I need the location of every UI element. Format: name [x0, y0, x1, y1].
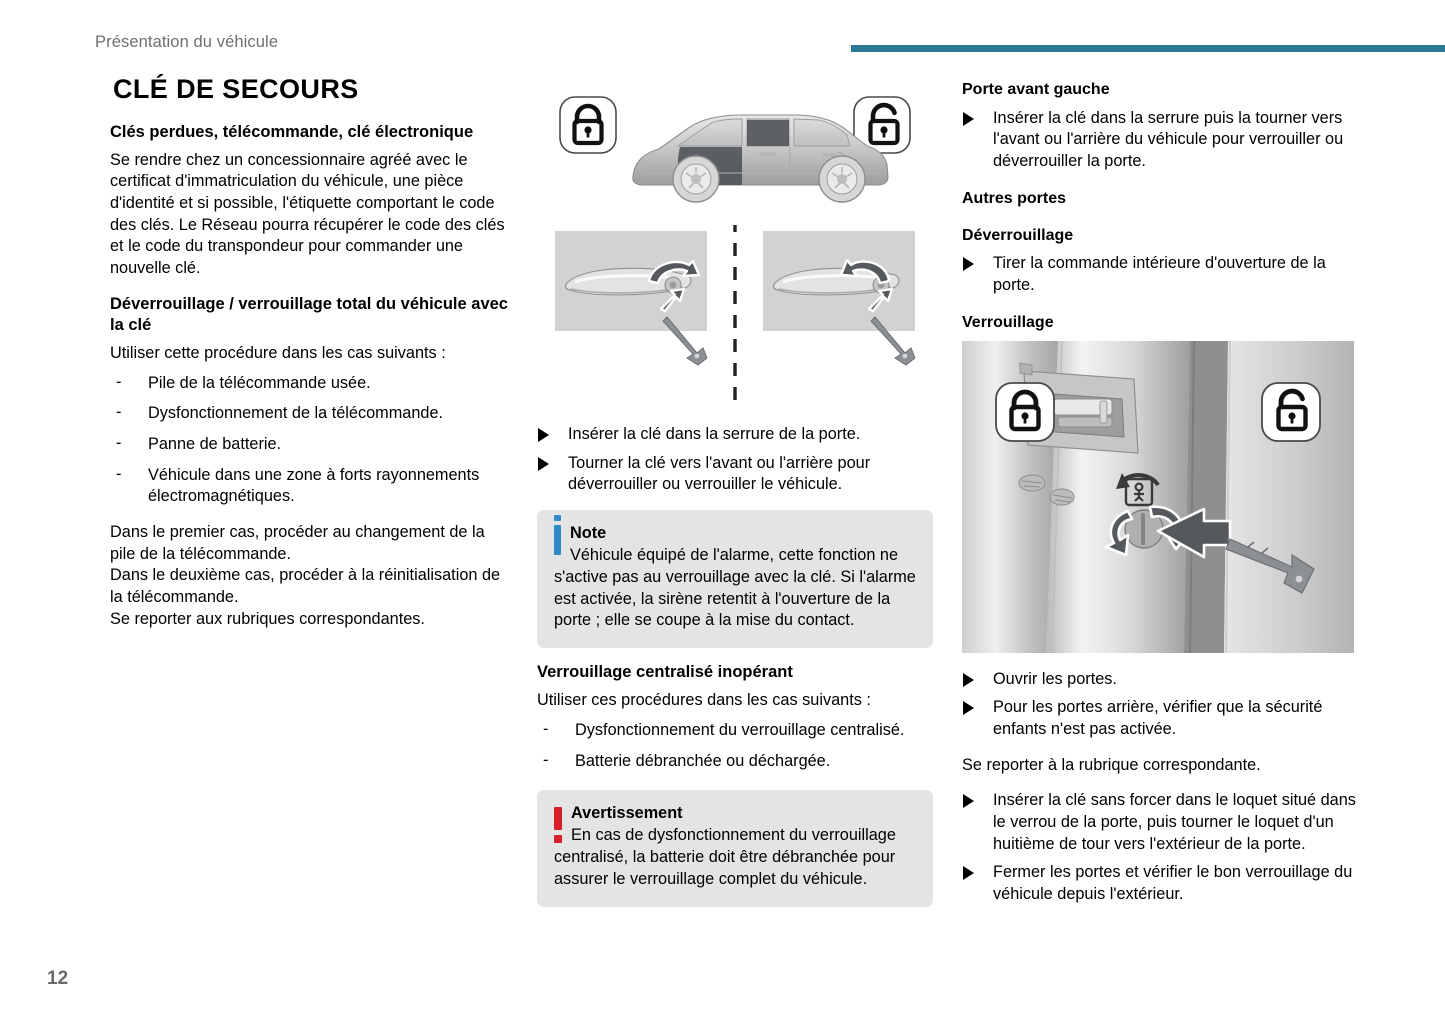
list-item-label: Pour les portes arrière, vérifier que la sécurité enfants n'est pas activée.: [993, 698, 1323, 738]
heading-other-doors: Autres portes: [962, 189, 1067, 207]
list-item-label: Pile de la télécommande usée.: [148, 373, 371, 392]
vehicle-side-illustration: [633, 115, 888, 202]
list-item-label: Fermer les portes et vérifier le bon verrouillage du véhicule depuis l'extérieur.: [993, 863, 1353, 903]
list-item-label: Tourner la clé vers l'avant ou l'arrière pour déverrouiller ou verrouiller le véhicule.: [568, 453, 871, 494]
list-item: [962, 697, 1356, 740]
section-heading-central-locking-fault: Verrouillage centralisé inopérant: [537, 663, 793, 682]
list-item: [537, 720, 933, 742]
triangle-bullet-icon: [963, 257, 974, 271]
outro-paragraph-2: Dans le deuxième cas, procéder à la réinitialisation de la télécommande.: [110, 566, 501, 607]
note-body: Véhicule équipé de l'alarme, cette fonction ne s'active pas au verrouillage avec la clé. Si l'alarme est activée, la sirène retentit à l'ouverture de la porte ; elle se coupe à la mise du contact.: [554, 545, 916, 630]
list-item: [110, 403, 510, 425]
list-item-label: Ouvrir les portes.: [993, 669, 1117, 688]
list-item: [537, 453, 933, 496]
list-item-label: Insérer la clé dans la serrure puis la tourner vers l'avant ou l'arrière du véhicule pour verrouiller ou déverrouiller la porte.: [993, 108, 1344, 171]
dash-bullet: -: [116, 434, 122, 453]
list-item: [962, 253, 1356, 296]
header-accent-rule: [851, 45, 1445, 52]
list-item: [537, 424, 933, 446]
warning-body: En cas de dysfonctionnement du verrouillage centralisé, la batterie doit être débranchée pour assurer le verrouillage complet du véhicule.: [554, 826, 896, 888]
section-intro-central-locking-fault: Utiliser ces procédures dans les cas suivants :: [537, 691, 871, 710]
heading-locking: Verrouillage: [962, 313, 1054, 331]
heading-unlocking: Déverrouillage: [962, 226, 1074, 244]
warning-exclamation-icon: [554, 807, 562, 830]
outro-paragraph-3: Se reporter aux rubriques correspondantes.: [110, 609, 425, 628]
page-header: [0, 0, 1445, 60]
list-final-steps: [962, 790, 1356, 905]
handle-panel-right: [763, 231, 915, 365]
dash-bullet: -: [116, 464, 122, 483]
triangle-bullet-icon: [963, 866, 974, 880]
warning-text: [554, 803, 916, 890]
info-icon: [554, 525, 561, 555]
outro-paragraph-1: Dans le premier cas, procéder au changement de la pile de la télécommande.: [110, 523, 485, 563]
padlock-open-icon: [1262, 383, 1320, 441]
dash-bullet: -: [543, 750, 549, 769]
triangle-bullet-icon: [538, 457, 549, 471]
note-title: Note: [570, 524, 607, 543]
handle-panel-left: [555, 231, 707, 365]
dash-bullet: -: [543, 719, 549, 738]
list-item: [962, 862, 1356, 905]
list-unlocking-step: [962, 253, 1356, 296]
list-item-label: Tirer la commande intérieure d'ouverture de la porte.: [993, 254, 1326, 295]
list-open-doors-steps: [962, 669, 1356, 741]
warning-callout: [537, 790, 933, 906]
list-locking-cases: [110, 373, 510, 508]
page-title: [113, 75, 510, 105]
figure-door-latch: [962, 341, 1356, 653]
section-heading-lost-keys: Clés perdues, télécommande, clé électronique: [110, 122, 474, 141]
page-number: 12: [47, 968, 69, 989]
list-item: [110, 434, 510, 456]
list-item: [962, 108, 1356, 173]
column-middle: [537, 75, 933, 921]
list-item-label: Dysfonctionnement de la télécommande.: [148, 404, 444, 423]
column-right: [962, 80, 1356, 920]
section-intro-total-locking: Utiliser cette procédure dans les cas suivants :: [110, 344, 446, 363]
list-item-label: Véhicule dans une zone à forts rayonnements électromagnétiques.: [148, 465, 480, 506]
running-header-title: Présentation du véhicule: [95, 33, 279, 51]
page-title-text: CLÉ DE SECOURS: [113, 74, 359, 104]
figure-vehicle-lock-unlock: [537, 89, 933, 219]
triangle-bullet-icon: [963, 794, 974, 808]
section-heading-total-locking: Déverrouillage / verrouillage total du véhicule avec la clé: [110, 294, 508, 334]
list-item: [962, 669, 1356, 691]
list-item: [110, 373, 510, 395]
list-item-label: Insérer la clé sans forcer dans le loquet situé dans le verrou de la porte, puis tourner le loquet d'un huitième de tour vers l'extérieur de la porte.: [993, 791, 1356, 853]
padlock-closed-icon: [560, 97, 616, 153]
list-front-door-step: [962, 108, 1356, 173]
list-central-locking-cases: [537, 720, 933, 772]
list-item: [537, 751, 933, 773]
section-body-lost-keys: Se rendre chez un concessionnaire agréé avec le certificat d'immatriculation du véhicule, une pièce d'identité et si possible, l'étiquette comportant le code des clés. Le Réseau pourra récupérer le code des clés et le code du transpondeur pour commander une nouvelle clé.: [110, 150, 505, 278]
column-left: [110, 75, 510, 644]
dash-bullet: -: [116, 403, 122, 422]
padlock-closed-icon: [996, 383, 1054, 441]
list-item: [962, 790, 1356, 855]
warning-title: Avertissement: [571, 804, 683, 823]
note-text: [554, 523, 916, 632]
cross-reference-note: Se reporter à la rubrique correspondante.: [962, 755, 1261, 774]
list-item-label: Insérer la clé dans la serrure de la porte.: [568, 425, 861, 443]
list-item-label: Dysfonctionnement du verrouillage centralisé.: [575, 720, 905, 739]
triangle-bullet-icon: [538, 428, 549, 442]
list-key-steps: [537, 424, 933, 496]
figure-door-handle-key: [537, 225, 933, 410]
heading-front-left-door: Porte avant gauche: [962, 81, 1110, 98]
note-callout: [537, 510, 933, 648]
triangle-bullet-icon: [963, 701, 974, 715]
list-item-label: Panne de batterie.: [148, 435, 282, 454]
list-item: [110, 465, 510, 508]
triangle-bullet-icon: [963, 112, 974, 126]
triangle-bullet-icon: [963, 673, 974, 687]
list-item-label: Batterie débranchée ou déchargée.: [575, 751, 831, 770]
dash-bullet: -: [116, 372, 122, 391]
